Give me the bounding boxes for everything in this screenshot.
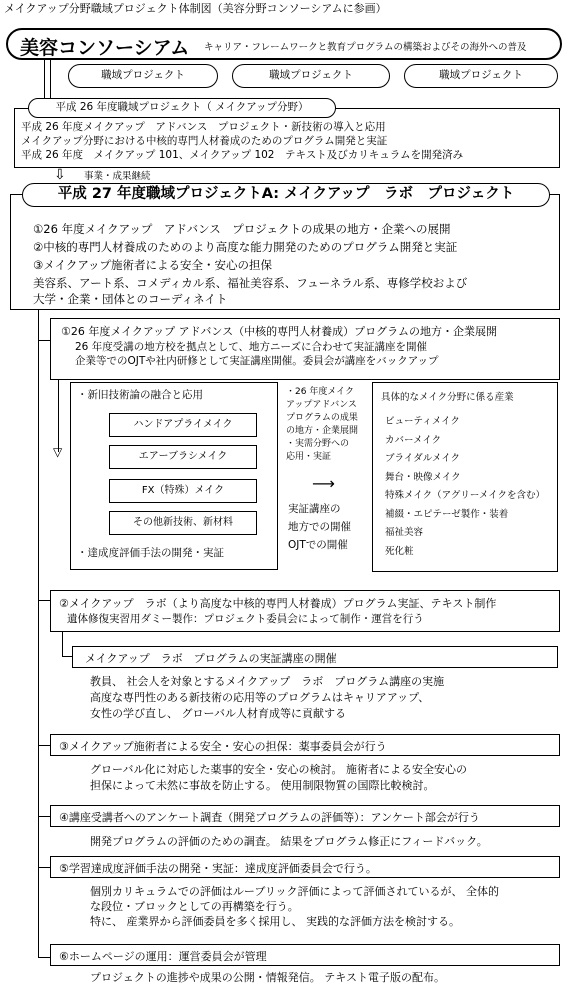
s1-title: ①26 年度メイクアップ アドバンス（中核的専門人材養成）プログラムの地方・企業展開 <box>61 325 497 338</box>
s2-sub-box <box>72 646 558 668</box>
arrow-down-icon: ▽ <box>53 445 63 459</box>
connector-line <box>50 60 51 100</box>
tech-footer: ・達成度評価手法の開発・実証 <box>77 547 224 559</box>
s6-title: ⑥ホームページの運用：運営委員会が管理 <box>59 950 267 963</box>
s6-text <box>90 970 445 986</box>
s3-title: ③メイクアップ施術者による安全・安心の担保：薬事委員会が行う <box>59 740 387 753</box>
s5-line: な段位・ブロックとしての再構築を行う。 <box>90 900 299 913</box>
s1-line: 26 年度受講の地方校を拠点として、地方ニーズに合わせて実証講座を開催 <box>75 341 427 353</box>
connector-line <box>38 816 50 817</box>
right-arrow-icon: ⟶ <box>312 474 335 493</box>
s2-line: 遺体修復実習用ダミー製作：プロジェクト委員会によって制作・運営を行う <box>67 613 424 625</box>
s5-title: ⑤学習達成度評価手法の開発・実証：達成度評価委員会で行う。 <box>59 862 377 875</box>
s1-box <box>50 318 560 380</box>
project-pill-2: 職域プロジェクト <box>232 64 390 88</box>
page-title: メイクアップ分野職域プロジェクト体制図（美容分野コンソーシアムに参画） <box>4 2 387 15</box>
s4-title: ④講座受講者へのアンケート調査（開発プログラムの評価等）：アンケート部会が行う <box>59 811 480 824</box>
s3-text <box>90 762 467 794</box>
middle-lower-line: 実証講座の <box>288 503 341 515</box>
h26-line: 平成 26 年度メイクアップ アドバンス プロジェクト・新技術の導入と応用 <box>21 121 386 133</box>
connector-line <box>38 957 50 958</box>
middle-note-line: 応用・実証 <box>286 452 332 462</box>
s2-sub-text <box>90 674 444 722</box>
h26-title: 平成 26 年度職域プロジェクト（ メイクアップ分野） <box>28 98 336 118</box>
industry-item: ブライダルメイク <box>385 453 461 464</box>
industry-title: 具体的なメイク分野に係る産業 <box>381 392 514 403</box>
middle-note-line: プログラムの成果 <box>286 413 358 423</box>
h26-line: メイクアップ分野における中核的専門人材養成のためのプログラム開発と実証 <box>21 135 388 147</box>
connector-line <box>38 745 50 746</box>
middle-note-line: アップアドバンス <box>286 400 357 410</box>
s3-line: 担保によって未然に事故を防止する。 使用制限物質の国際比較検討。 <box>90 779 435 792</box>
industry-item: 補綴・エピテーゼ製作・装着 <box>385 508 509 520</box>
project-pill-1: 職域プロジェクト <box>68 64 218 88</box>
s1-line: 企業等でのOJTや社内研修として実証講座開催。委員会が講座をバックアップ <box>75 355 439 367</box>
down-arrow-icon: ⇩ <box>54 167 66 183</box>
middle-note-line: ・実需分野への <box>286 439 350 449</box>
s3-box <box>50 734 560 756</box>
s6-box <box>50 944 560 966</box>
middle-lower-line: OJTでの開催 <box>288 539 348 551</box>
industry-item: 死化粧 <box>385 545 414 557</box>
middle-notes <box>286 386 358 464</box>
tech-item: FX（特殊）メイク <box>109 479 257 503</box>
connector-line <box>58 380 59 452</box>
h27-line: 大学・企業・団体とのコーディネイト <box>33 292 228 306</box>
industry-item: カバーメイク <box>385 434 442 446</box>
s2-box <box>50 590 560 632</box>
project-pill-3: 職域プロジェクト <box>404 64 558 88</box>
consortium-box <box>6 28 562 60</box>
continuation-label: 事業・成果継続 <box>84 171 151 182</box>
industry-box <box>372 382 558 572</box>
middle-note-line: の地方・企業展開 <box>286 426 359 436</box>
s3-line: グローバル化に対応した薬事的安全・安心の検討。 施術者による安全安心の <box>90 763 467 776</box>
s2-sub-title: メイクアップ ラボ プログラムの実証講座の開催 <box>85 652 337 665</box>
s2-title: ②メイクアップ ラボ（より高度な中核的専門人材養成）プログラム実証、テキスト制作 <box>59 597 497 610</box>
s4-box <box>50 805 560 827</box>
h27-line: 美容系、アート系、コメディカル系、福祉美容系、フューネラル系、専修学校および <box>33 276 468 290</box>
h27-line: ②中核的専門人材養成のためのより高度な能力開発のためのプログラム開発と実証 <box>33 240 458 254</box>
consortium-name: 美容コンソーシアム <box>20 37 190 59</box>
s2-sub-line: 高度な専門性のある新技術の応用等のプログラムはキャリアアップ、 <box>90 691 430 704</box>
s2-sub-line: 女性の学び直し、 グローバル人材育成等に貢献する <box>90 707 346 720</box>
s5-box <box>50 856 560 878</box>
h26-line: 平成 26 年度 メイクアップ 101、メイクアップ 102 テキスト及びカリキュラムを開発済み <box>21 149 464 161</box>
s6-line: プロジェクトの進捗や成果の公開・情報発信。 テキスト電子版の配布。 <box>90 971 446 984</box>
tech-item: エアーブラシメイク <box>109 445 257 469</box>
industry-item: 舞台・映像メイク <box>385 471 461 483</box>
h27-line: ③メイクアップ施術者による安全・安心の担保 <box>33 258 273 272</box>
tech-box <box>70 382 278 570</box>
connector-line <box>38 867 50 868</box>
s4-line: 開発プログラムの評価のための調査。 結果をプログラム修正にフィードバック。 <box>90 835 488 848</box>
middle-note-line: ・26 年度メイク <box>286 387 354 397</box>
spine-line <box>38 310 39 958</box>
industry-item: ビューティメイク <box>385 416 460 427</box>
middle-lower-line: 地方での開催 <box>288 521 351 533</box>
connector-line <box>62 632 63 656</box>
tech-item: その他新技術、新材料 <box>109 511 257 535</box>
connector-line <box>38 600 50 601</box>
tech-heading: ・新旧技術論の融合と応用 <box>77 389 203 401</box>
s2-sub-line: 教員、 社会人を対象とするメイクアップ ラボ プログラム講座の実施 <box>90 675 445 688</box>
consortium-desc: キャリア・フレームワークと教育プログラムの構築およびその海外への普及 <box>204 42 527 53</box>
tech-item: ハンドアプライメイク <box>109 413 257 437</box>
h27-box <box>10 194 560 310</box>
s5-line: 個別カリキュラムでの評価はルーブリック評価によって評価されているが、 全体的 <box>90 885 499 898</box>
industry-item: 福祉美容 <box>385 527 424 538</box>
industry-item: 特殊メイク（アグリーメイクを含む） <box>385 490 545 501</box>
s5-line: 特に、 産業界から評価委員を多く採用し、 実践的な評価方法を検討する。 <box>90 915 460 928</box>
s5-text <box>90 884 499 929</box>
s4-text <box>90 834 488 850</box>
h27-line: ①26 年度メイクアップ アドバンス プロジェクトの成果の地方・企業への展開 <box>33 222 451 236</box>
connector-line <box>38 340 50 341</box>
connector-line <box>62 656 72 657</box>
industry-list <box>385 413 545 561</box>
h27-title: 平成 27 年度職域プロジェクトA: メイクアップ ラボ プロジェクト <box>22 183 550 207</box>
middle-lower <box>288 500 351 554</box>
connector-line <box>44 60 45 100</box>
